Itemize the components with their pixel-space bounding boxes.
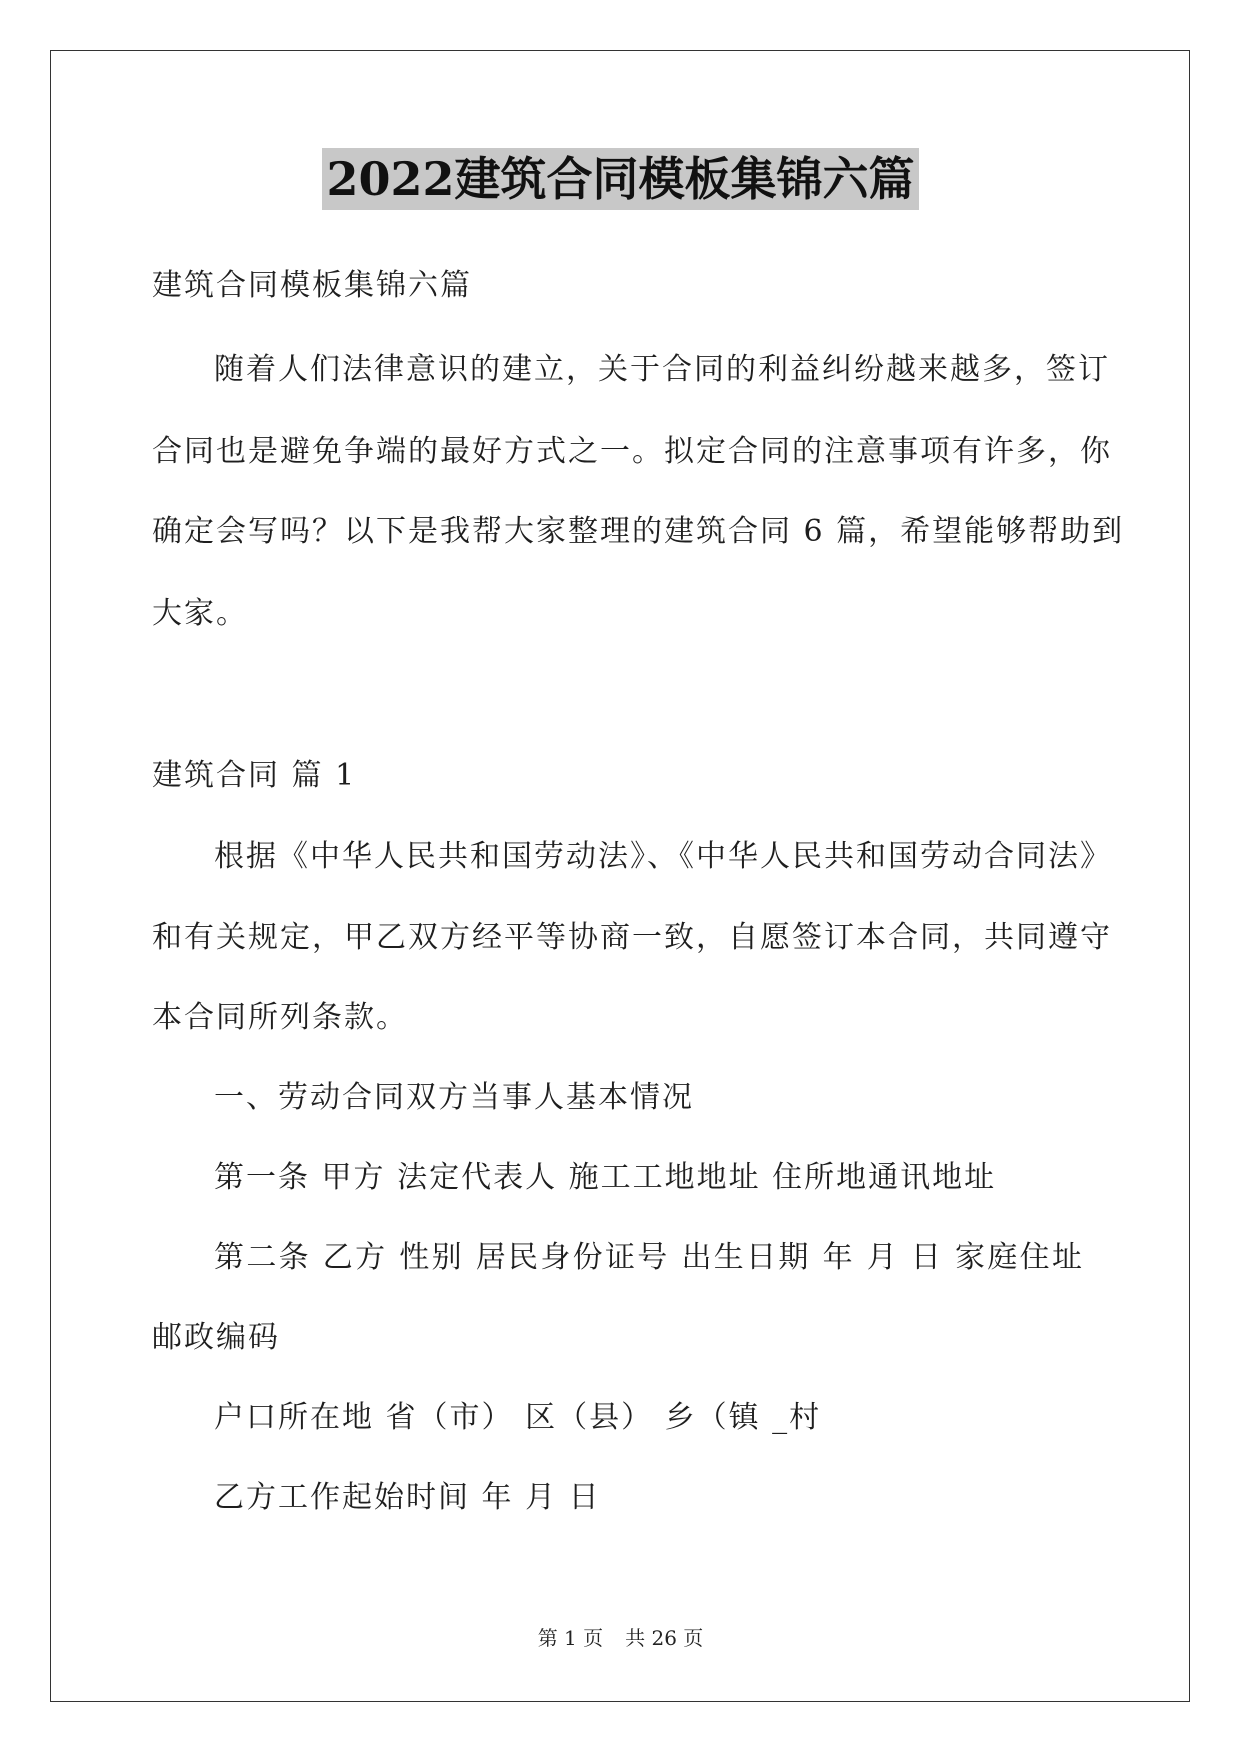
page-footer xyxy=(0,1624,1241,1652)
intro-line-2: 合同也是避免争端的最好方式之一。拟定合同的注意事项有许多，你 xyxy=(152,434,1112,469)
clause-2: 第二条 乙方 性别 居民身份证号 出生日期 年 月 日 家庭住址 xyxy=(214,1240,1084,1275)
intro-line-3: 确定会写吗？以下是我帮大家整理的建筑合同 6 篇，希望能够帮助到 xyxy=(152,514,1125,549)
clause-heading: 一、劳动合同双方当事人基本情况 xyxy=(214,1080,694,1115)
start-time-line: 乙方工作起始时间 年 月 日 xyxy=(214,1480,601,1515)
household-line: 户口所在地 省（市） 区（县） 乡（镇 _村 xyxy=(214,1400,822,1435)
body-line-1: 根据《中华人民共和国劳动法》、《中华人民共和国劳动合同法》 xyxy=(214,839,1112,874)
total-pages: 共 26 页 xyxy=(625,1626,704,1650)
intro-line-1: 随着人们法律意识的建立，关于合同的利益纠纷越来越多，签订 xyxy=(214,352,1110,387)
section-heading: 建筑合同 篇 1 xyxy=(152,758,357,793)
body-line-2: 和有关规定，甲乙双方经平等协商一致，自愿签订本合同，共同遵守 xyxy=(152,920,1112,955)
clause-2-cont: 邮政编码 xyxy=(152,1320,280,1355)
page-number: 第 1 页 xyxy=(537,1626,604,1650)
subtitle-line: 建筑合同模板集锦六篇 xyxy=(152,268,472,303)
title-container xyxy=(0,148,1241,210)
clause-1: 第一条 甲方 法定代表人 施工工地地址 住所地通讯地址 xyxy=(214,1160,997,1195)
document-title: 2022建筑合同模板集锦六篇 xyxy=(322,148,918,210)
body-line-3: 本合同所列条款。 xyxy=(152,1000,408,1035)
intro-line-4: 大家。 xyxy=(152,596,248,631)
